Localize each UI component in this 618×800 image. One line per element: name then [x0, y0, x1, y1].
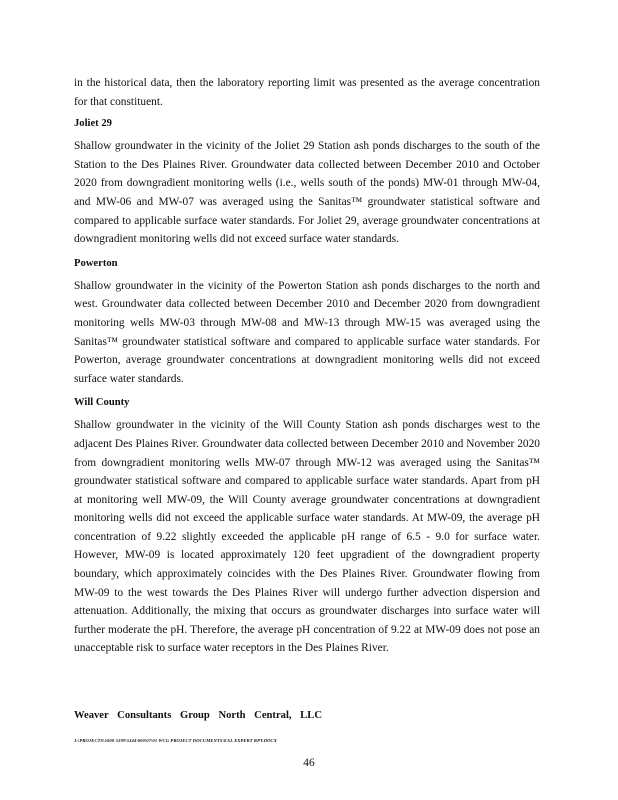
section-heading-joliet-29: Joliet 29 [74, 118, 112, 130]
section-heading-powerton: Powerton [74, 257, 118, 269]
footer-firm-name: Weaver Consultants Group North Central, LLC [74, 710, 322, 721]
intro-paragraph: in the historical data, then the laboratory reporting limit was presented as the average concentration for that constituent. [74, 77, 540, 108]
section-body-joliet-29: Shallow groundwater in the vicinity of the Joliet 29 Station ash ponds discharges to the south of the Station to the Des Plaines River. Groundwater data collected between December 2010 and October 2020 from downgradient monitoring wells (i.e., wells south of the ponds) MW-01 through MW-04, and MW-06 and MW-07 was averaged using the Sanitas™ groundwater statistical software and compared to applicable surface water standards. For Joliet 29, average groundwater concentrations at downgradient monitoring wells did not exceed surface water standards. [74, 140, 540, 246]
section-body-powerton: Shallow groundwater in the vicinity of the Powerton Station ash ponds discharges to the north and west. Groundwater data collected between December 2010 and December 2020 from downgradient monitoring wells MW-03 through MW-08 and MW-13 through MW-15 was averaged using the Sanitas™ groundwater statistical software and compared to applicable surface water standards. For Powerton, average groundwater concentrations at downgradient monitoring wells did not exceed surface water standards. [74, 279, 540, 385]
section-heading-will-county: Will County [74, 397, 130, 409]
section-body-will-county: Shallow groundwater in the vicinity of the Will County Station ash ponds discharges west to the adjacent Des Plaines River. Groundwater data collected between December 2010 and November 2020 from downgradient monitoring wells MW-07 through MW-12 was averaged using the Sanitas™ groundwater statistical software and compared to applicable surface water standards. Apart from pH at monitoring well MW-09, the Will County average groundwater concentrations at downgradient monitoring wells did not exceed the applicable surface water standards. At MW-09, the average pH concentration of 9.22 slightly exceeded the applicable pH range of 6.5 - 9.0 for surface water. However, MW-09 is located approximately 120 feet upgradient of the downgradient property boundary, which approximately coincides with the Des Plaines River. Groundwater flowing from MW-09 to the west towards the Des Plaines River will undergo further advection dispersion and attenuation. Additionally, the mixing that occurs as groundwater discharges into surface water will further moderate the pH. Therefore, the average pH concentration of 9.22 at MW-09 does not pose an unacceptable risk to surface water receptors in the Des Plaines River. [74, 419, 540, 655]
footer-file-path: J:\PROJECTS\5000-5399\5344\000\07\01 WCG PROJECT DOCUMENTS\EAL EXPERT RPT.DOCX [74, 738, 277, 743]
document-body [74, 74, 540, 658]
page-number: 46 [303, 757, 315, 769]
